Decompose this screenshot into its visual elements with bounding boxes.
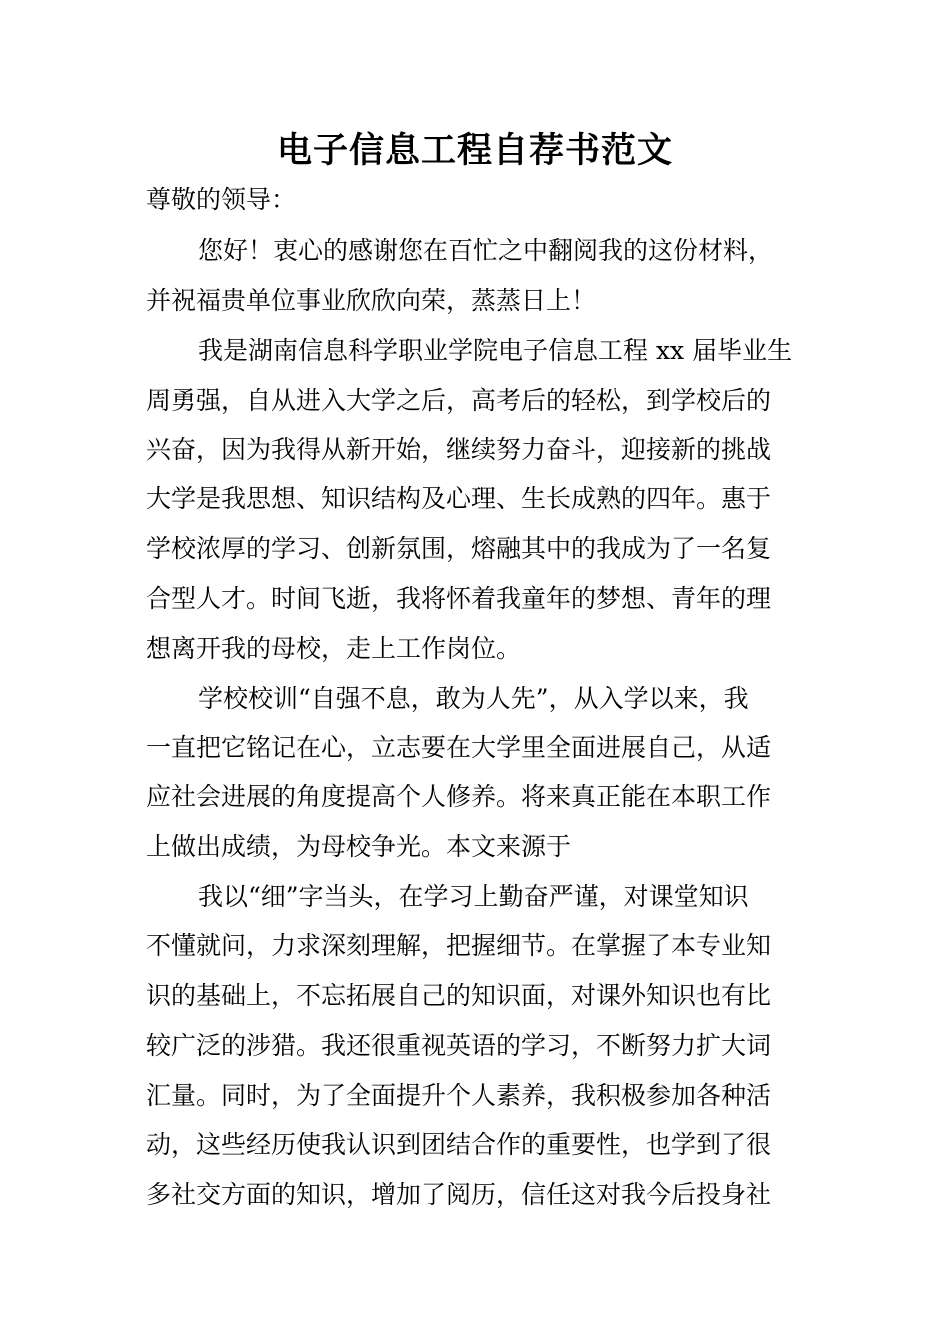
paragraph-line: 周勇强，自从进入大学之后，高考后的轻松，到学校后的	[146, 386, 772, 415]
paragraph-line: 我是湖南信息科学职业学院电子信息工程 xx 届毕业生	[198, 336, 793, 365]
paragraph-line: 汇量。同时，为了全面提升个人素养，我积极参加各种活	[146, 1081, 772, 1110]
paragraph-line: 大学是我思想、知识结构及心理、生长成熟的四年。惠于	[146, 484, 772, 513]
paragraph-line: 一直把它铭记在心，立志要在大学里全面进展自己，从适	[146, 733, 772, 762]
paragraph-line: 上做出成绩，为母校争光。本文来源于	[146, 832, 572, 861]
paragraph-line: 想离开我的母校，走上工作岗位。	[146, 634, 522, 663]
paragraph-line: 您好！衷心的感谢您在百忙之中翻阅我的这份材料，	[198, 236, 774, 265]
paragraph-line: 学校校训“自强不息，敢为人先”，从入学以来，我	[198, 684, 749, 713]
paragraph-line: 多社交方面的知识，增加了阅历，信任这对我今后投身社	[146, 1180, 772, 1209]
paragraph-line: 不懂就问，力求深刻理解，把握细节。在掌握了本专业知	[146, 931, 772, 960]
paragraph-line: 应社会进展的角度提高个人修养。将来真正能在本职工作	[146, 782, 772, 811]
paragraph-line: 并祝福贵单位事业欣欣向荣，蒸蒸日上！	[146, 286, 597, 315]
paragraph-line: 我以“细”字当头，在学习上勤奋严谨，对课堂知识	[198, 882, 749, 911]
paragraph-line: 较广泛的涉猎。我还很重视英语的学习，不断努力扩大词	[146, 1031, 772, 1060]
paragraph-line: 合型人才。时间飞逝，我将怀着我童年的梦想、青年的理	[146, 584, 772, 613]
salutation: 尊敬的领导：	[146, 185, 297, 214]
paragraph-line: 兴奋，因为我得从新开始，继续努力奋斗，迎接新的挑战	[146, 435, 772, 464]
paragraph-line: 识的基础上，不忘拓展自己的知识面，对课外知识也有比	[146, 981, 772, 1010]
paragraph-line: 学校浓厚的学习、创新氛围，熔融其中的我成为了一名复	[146, 534, 772, 563]
paragraph-line: 动，这些经历使我认识到团结合作的重要性，也学到了很	[146, 1130, 772, 1159]
document-title: 电子信息工程自荐书范文	[276, 131, 673, 171]
